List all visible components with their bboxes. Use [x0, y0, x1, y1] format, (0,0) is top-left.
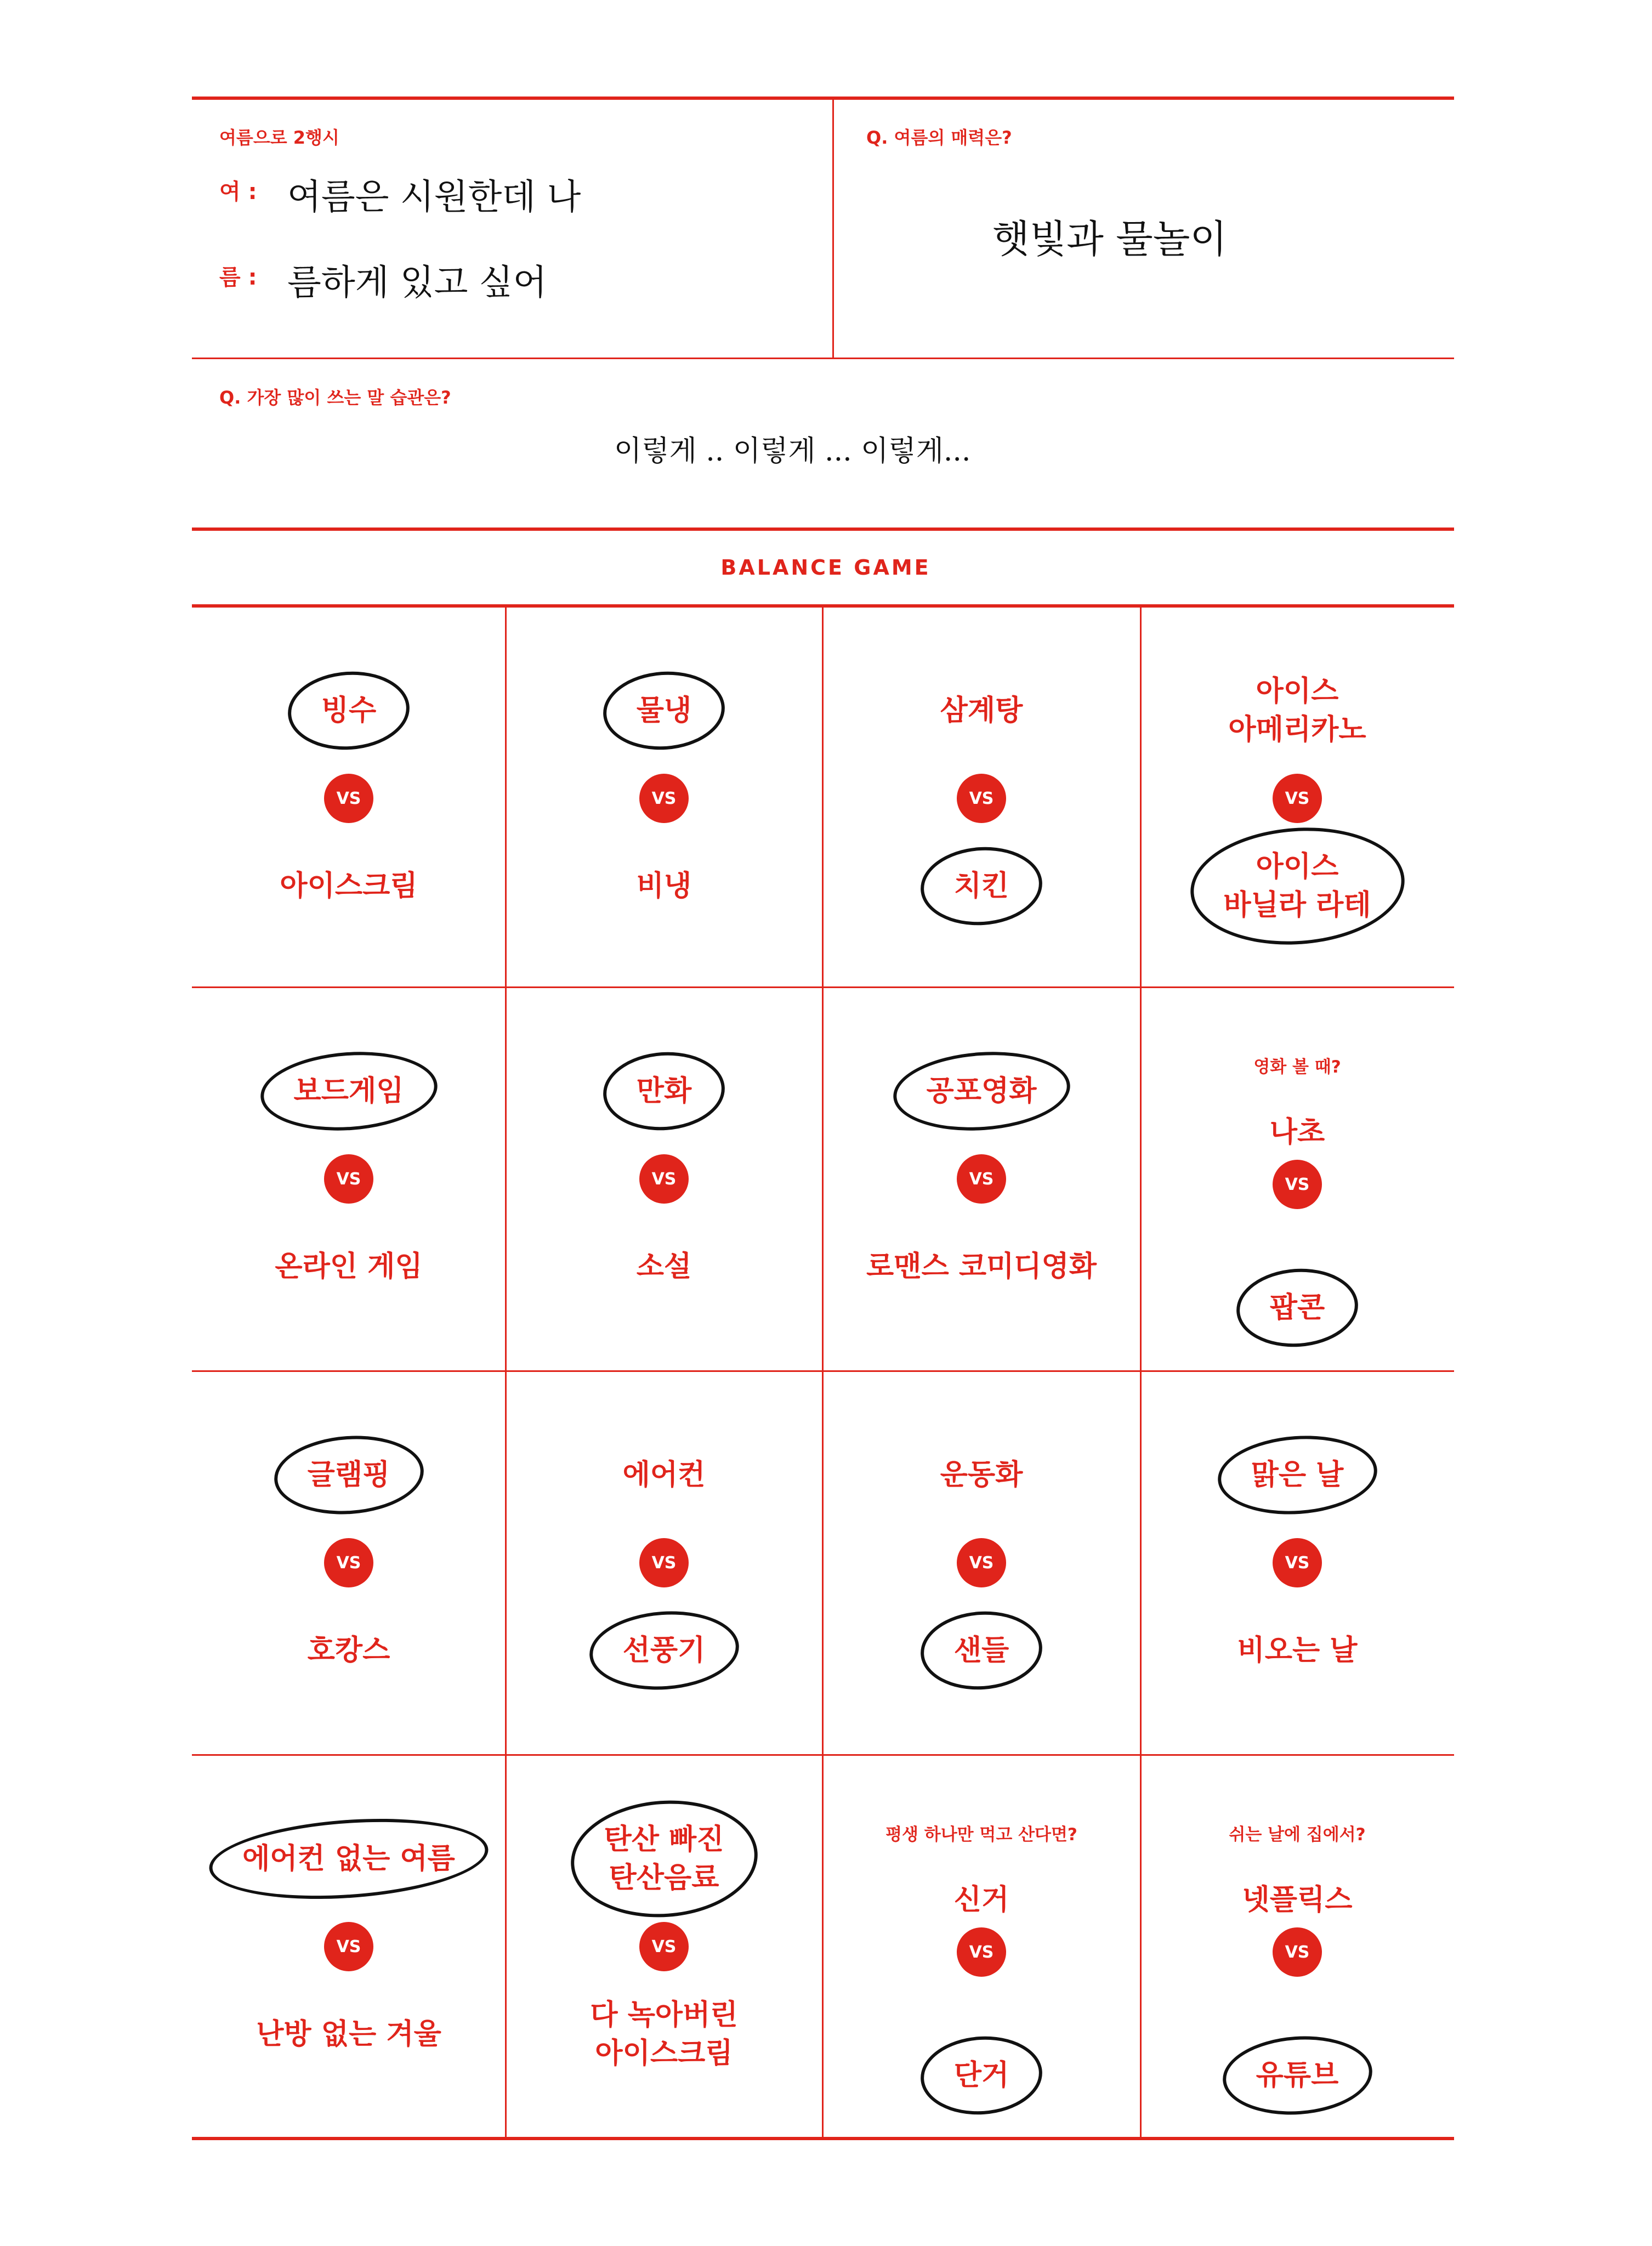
choice-circle [285, 667, 412, 753]
vs-badge: VS [324, 1922, 373, 1971]
choice-circle [918, 2032, 1044, 2118]
option-a-label: 아이스 아메리카노 [1228, 674, 1366, 746]
option-a-label: 글램핑 [307, 1458, 390, 1491]
option-b-label: 소설 [636, 1250, 692, 1283]
option-b-label: 단거 [953, 2058, 1009, 2092]
option-b-label: 샌들 [953, 1634, 1009, 1667]
option-a-label: 공포영화 [926, 1074, 1037, 1108]
vs-badge: VS [957, 1538, 1006, 1587]
vs-badge: VS [639, 1154, 689, 1204]
option-a-label: 삼계탕 [940, 694, 1023, 727]
vs-badge: VS [957, 1927, 1006, 1977]
balance-item-caption: 평생 하나만 먹고 산다면? [885, 1825, 1077, 1845]
option-b-label: 로맨스 코미디영화 [866, 1250, 1097, 1283]
top-rule [192, 97, 1454, 100]
vs-badge: VS [1273, 1538, 1322, 1587]
poem-label: 여름으로 2행시 [219, 127, 339, 148]
choice-circle [600, 1048, 727, 1134]
poem-line-1 [219, 174, 581, 218]
poem-char-2: 름 : [219, 265, 257, 290]
vs-badge: VS [639, 1538, 689, 1587]
option-b-label: 아이스크림 [280, 869, 418, 903]
habit-answer: 이렇게 .. 이렇게 ... 이렇게... [614, 435, 971, 468]
vs-badge: VS [1273, 1927, 1322, 1977]
grid-line-vertical [505, 606, 507, 2139]
balance-item-caption: 쉬는 날에 집에서? [1229, 1825, 1366, 1845]
habit-question: Q. 가장 많이 쓰는 말 습관은? [219, 387, 451, 408]
vs-badge: VS [639, 1922, 689, 1971]
poem-text-2: 름하게 있고 싶어 [287, 263, 547, 303]
option-a-label: 빙수 [321, 694, 377, 727]
option-a-label: 넷플릭스 [1242, 1883, 1353, 1916]
option-a-label: 물냉 [636, 694, 692, 727]
option-b-label: 호캉스 [307, 1634, 390, 1667]
bottom-rule [192, 2137, 1454, 2140]
choice-circle [1215, 1431, 1379, 1519]
option-b-label: 팝콘 [1269, 1291, 1325, 1324]
choice-circle [918, 843, 1044, 929]
option-a-label: 에어컨 없는 여름 [242, 1842, 455, 1875]
choice-circle [1187, 821, 1409, 952]
balance-item-caption: 영화 볼 때? [1253, 1057, 1341, 1077]
vs-badge: VS [324, 774, 373, 823]
option-b-label: 다 녹아버린 아이스크림 [590, 1998, 738, 2070]
option-b-label: 아이스 바닐라 라테 [1223, 850, 1371, 922]
vs-badge: VS [957, 1154, 1006, 1204]
grid-line-horizontal [192, 1370, 1454, 1372]
vs-badge: VS [324, 1154, 373, 1204]
vs-badge: VS [639, 774, 689, 823]
poem-char-1: 여 : [219, 179, 257, 205]
choice-circle [271, 1431, 426, 1519]
option-b-label: 온라인 게임 [275, 1250, 423, 1283]
option-a-label: 보드게임 [293, 1074, 404, 1108]
grid-line-vertical [1140, 606, 1142, 2139]
option-a-label: 나초 [1269, 1115, 1325, 1149]
grid-line-horizontal [192, 986, 1454, 988]
choice-circle [1234, 1264, 1360, 1351]
option-b-label: 선풍기 [622, 1634, 706, 1667]
vs-badge: VS [1273, 774, 1322, 823]
choice-circle [1220, 2032, 1375, 2120]
option-a-label: 탄산 빠진 탄산음료 [604, 1823, 724, 1895]
vs-badge: VS [957, 774, 1006, 823]
charm-answer: 햇빛과 물놀이 [992, 217, 1227, 262]
grid-line-vertical [822, 606, 824, 2139]
option-a-label: 에어컨 [622, 1458, 706, 1491]
vs-badge: VS [324, 1538, 373, 1587]
choice-circle [207, 1810, 491, 1907]
choice-circle [918, 1607, 1044, 1693]
choice-circle [587, 1607, 741, 1695]
poem-text-1: 여름은 시원한데 나 [287, 177, 581, 218]
balance-game-title: BALANCE GAME [720, 555, 931, 580]
option-b-label: 난방 없는 겨울 [256, 2017, 441, 2051]
option-a-label: 맑은 날 [1251, 1458, 1344, 1491]
poem-line-2 [219, 260, 547, 303]
option-b-label: 치킨 [953, 869, 1009, 903]
option-b-label: 비오는 날 [1237, 1634, 1358, 1667]
choice-circle [890, 1046, 1072, 1136]
option-b-label: 유튜브 [1256, 2058, 1339, 2092]
option-a-label: 운동화 [940, 1458, 1023, 1491]
choice-circle [600, 667, 727, 753]
grid-line-horizontal [192, 1754, 1454, 1756]
balance-top-rule [192, 528, 1454, 531]
choice-circle [258, 1046, 440, 1136]
choice-circle [567, 1794, 762, 1923]
top-divider-horizontal [192, 358, 1454, 359]
vs-badge: VS [1273, 1160, 1322, 1209]
charm-question: Q. 여름의 매력은? [866, 127, 1012, 148]
top-divider-vertical [832, 99, 834, 359]
option-a-label: 만화 [636, 1074, 692, 1108]
option-a-label: 신거 [953, 1883, 1009, 1916]
option-b-label: 비냉 [636, 869, 692, 903]
